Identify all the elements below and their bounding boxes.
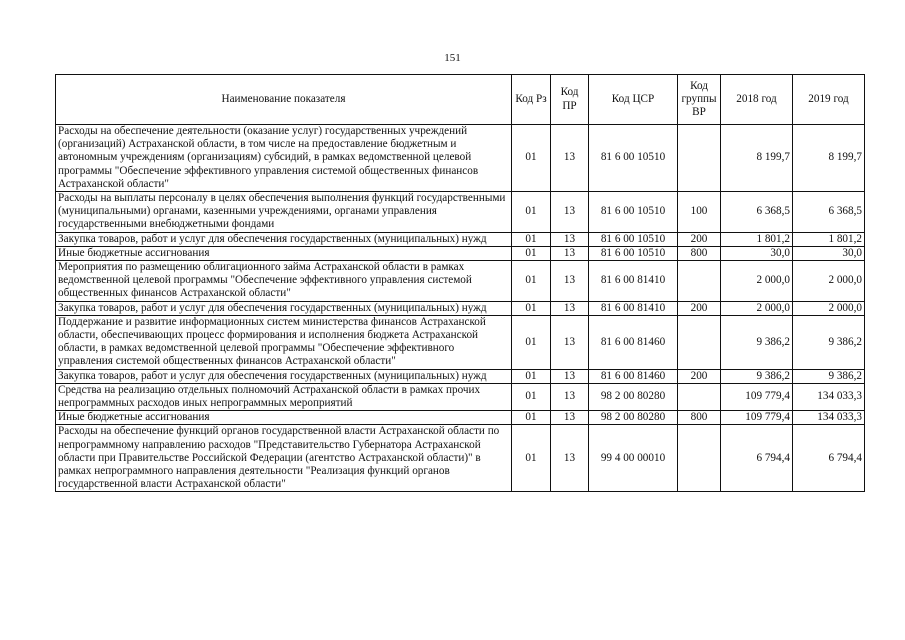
row-vr — [678, 315, 721, 369]
row-rz: 01 — [512, 246, 551, 260]
row-csr: 99 4 00 00010 — [589, 425, 678, 492]
row-vr — [678, 425, 721, 492]
row-pr: 13 — [551, 425, 589, 492]
row-2019: 9 386,2 — [793, 315, 865, 369]
row-pr: 13 — [551, 246, 589, 260]
row-name: Расходы на обеспечение деятельности (оказание услуг) государственных учреждений (организаций) Астраханской области, в том числе на предоставление бюджетным и автономным учреждениям (организациям) субсидий, в рамках ведомственной целевой программы "Обеспечение эффективного управления системой общественных финансов Астраханской области" — [56, 125, 512, 192]
row-rz: 01 — [512, 192, 551, 233]
row-name: Средства на реализацию отдельных полномочий Астраханской области в рамках прочих непрограммных расходов иных непрограммных мероприятий — [56, 383, 512, 410]
row-rz: 01 — [512, 301, 551, 315]
row-2018: 30,0 — [721, 246, 793, 260]
table-row — [56, 192, 865, 233]
row-pr: 13 — [551, 232, 589, 246]
header-vr: Код группы ВР — [678, 75, 721, 125]
row-pr: 13 — [551, 192, 589, 233]
table-row — [56, 383, 865, 410]
row-2019: 1 801,2 — [793, 232, 865, 246]
table-row — [56, 261, 865, 302]
table-row — [56, 369, 865, 383]
header-csr: Код ЦСР — [589, 75, 678, 125]
row-vr — [678, 383, 721, 410]
row-csr: 81 6 00 10510 — [589, 192, 678, 233]
row-vr: 800 — [678, 411, 721, 425]
row-rz: 01 — [512, 425, 551, 492]
row-csr: 81 6 00 81460 — [589, 369, 678, 383]
row-2018: 109 779,4 — [721, 383, 793, 410]
row-2019: 134 033,3 — [793, 383, 865, 410]
header-2019: 2019 год — [793, 75, 865, 125]
row-pr: 13 — [551, 369, 589, 383]
row-csr: 98 2 00 80280 — [589, 383, 678, 410]
table-row — [56, 411, 865, 425]
row-rz: 01 — [512, 383, 551, 410]
header-row — [56, 75, 865, 125]
row-2018: 9 386,2 — [721, 369, 793, 383]
row-2019: 134 033,3 — [793, 411, 865, 425]
row-pr: 13 — [551, 125, 589, 192]
row-csr: 98 2 00 80280 — [589, 411, 678, 425]
table-row — [56, 301, 865, 315]
row-2018: 2 000,0 — [721, 301, 793, 315]
row-csr: 81 6 00 10510 — [589, 125, 678, 192]
row-name: Закупка товаров, работ и услуг для обеспечения государственных (муниципальных) нужд — [56, 301, 512, 315]
table-row — [56, 246, 865, 260]
row-pr: 13 — [551, 411, 589, 425]
budget-table — [55, 74, 865, 492]
row-vr: 100 — [678, 192, 721, 233]
row-2019: 2 000,0 — [793, 261, 865, 302]
row-2018: 2 000,0 — [721, 261, 793, 302]
row-rz: 01 — [512, 315, 551, 369]
row-name: Закупка товаров, работ и услуг для обеспечения государственных (муниципальных) нужд — [56, 369, 512, 383]
header-rz: Код Рз — [512, 75, 551, 125]
row-vr: 200 — [678, 301, 721, 315]
row-name: Мероприятия по размещению облигационного займа Астраханской области в рамках ведомственной целевой программы "Обеспечение эффективного управления системой общественных финансов Астраханской области" — [56, 261, 512, 302]
row-2019: 6 794,4 — [793, 425, 865, 492]
row-pr: 13 — [551, 261, 589, 302]
row-pr: 13 — [551, 383, 589, 410]
row-pr: 13 — [551, 301, 589, 315]
table-row — [56, 232, 865, 246]
row-2018: 6 794,4 — [721, 425, 793, 492]
row-vr: 200 — [678, 369, 721, 383]
row-2018: 1 801,2 — [721, 232, 793, 246]
row-name: Расходы на обеспечение функций органов государственной власти Астраханской области по непрограммному направлению расходов "Представительство Губернатора Астраханской области при Правительстве Российской Федерации (агентство Астраханской области)" в рамках непрограммного направления деятельности "Реализация функций органов государственной власти Астраханской области" — [56, 425, 512, 492]
page-number: 151 — [444, 52, 461, 64]
row-name: Расходы на выплаты персоналу в целях обеспечения выполнения функций государственными (муниципальными) органами, казенными учреждениями, органами управления государственными внебюджетными фондами — [56, 192, 512, 233]
table-row — [56, 425, 865, 492]
row-rz: 01 — [512, 125, 551, 192]
row-2019: 30,0 — [793, 246, 865, 260]
row-vr: 200 — [678, 232, 721, 246]
row-2019: 2 000,0 — [793, 301, 865, 315]
row-rz: 01 — [512, 411, 551, 425]
row-csr: 81 6 00 81410 — [589, 261, 678, 302]
table-row — [56, 315, 865, 369]
row-name: Иные бюджетные ассигнования — [56, 411, 512, 425]
row-2018: 8 199,7 — [721, 125, 793, 192]
row-rz: 01 — [512, 369, 551, 383]
row-2019: 6 368,5 — [793, 192, 865, 233]
row-pr: 13 — [551, 315, 589, 369]
row-rz: 01 — [512, 261, 551, 302]
row-2018: 109 779,4 — [721, 411, 793, 425]
row-vr — [678, 261, 721, 302]
row-name: Закупка товаров, работ и услуг для обеспечения государственных (муниципальных) нужд — [56, 232, 512, 246]
header-name: Наименование показателя — [56, 75, 512, 125]
table-row — [56, 125, 865, 192]
row-vr: 800 — [678, 246, 721, 260]
row-2019: 8 199,7 — [793, 125, 865, 192]
row-name: Иные бюджетные ассигнования — [56, 246, 512, 260]
row-2018: 9 386,2 — [721, 315, 793, 369]
row-vr — [678, 125, 721, 192]
row-rz: 01 — [512, 232, 551, 246]
row-csr: 81 6 00 81410 — [589, 301, 678, 315]
row-name: Поддержание и развитие информационных систем министерства финансов Астраханской области, обеспечивающих процесс формирования и исполнения бюджета Астраханской области, в рамках ведомственной целевой программы "Обеспечение эффективного управления системой общественных финансов Астраханской области" — [56, 315, 512, 369]
row-2019: 9 386,2 — [793, 369, 865, 383]
header-pr: Код ПР — [551, 75, 589, 125]
row-2018: 6 368,5 — [721, 192, 793, 233]
header-2018: 2018 год — [721, 75, 793, 125]
row-csr: 81 6 00 10510 — [589, 246, 678, 260]
row-csr: 81 6 00 10510 — [589, 232, 678, 246]
row-csr: 81 6 00 81460 — [589, 315, 678, 369]
